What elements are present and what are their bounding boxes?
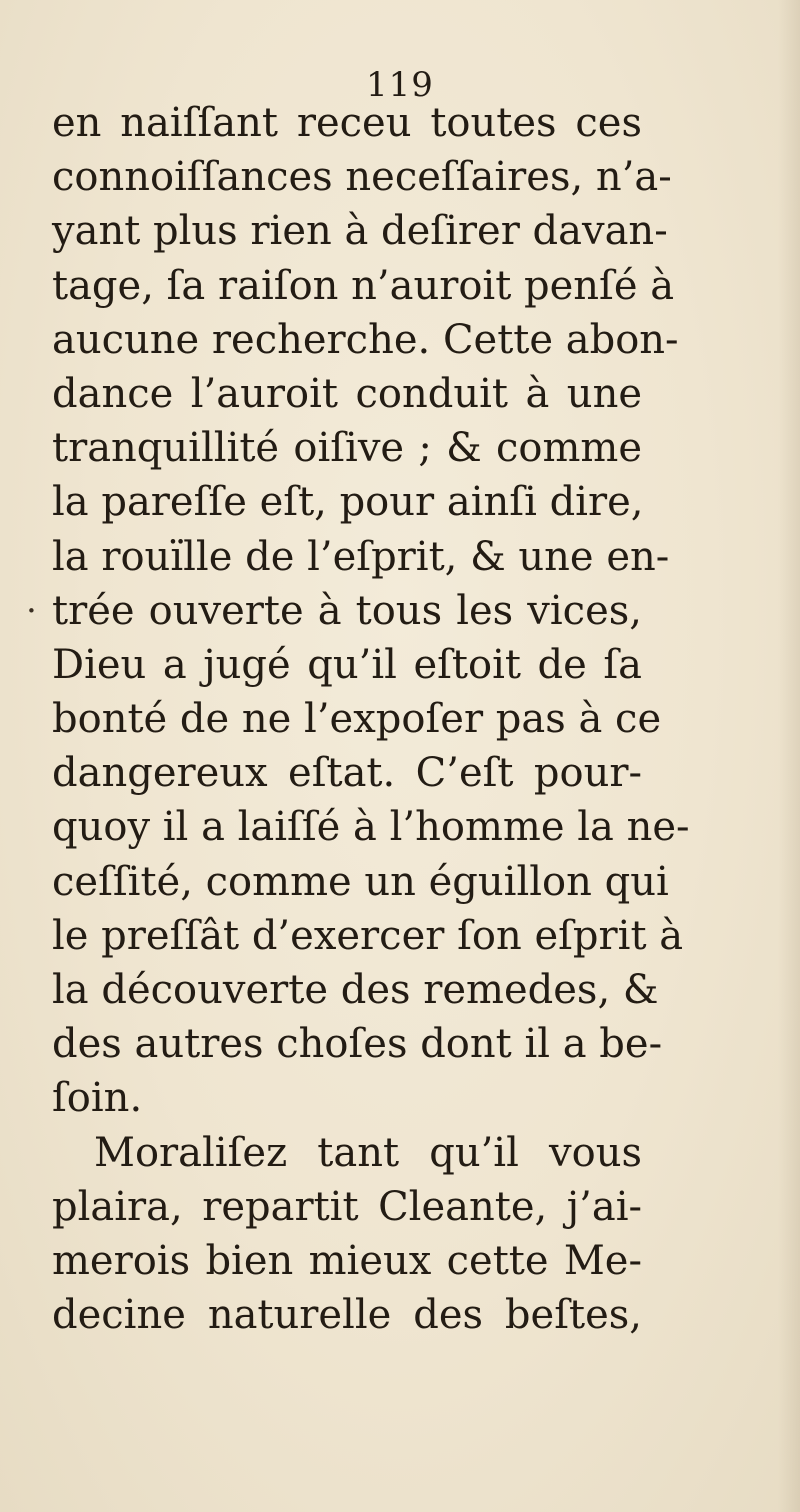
text-line: la pareſſe eſt, pour ainſi dire, bbox=[52, 479, 644, 526]
text-line: bonté de ne l’expoſer pas à ce bbox=[52, 696, 662, 743]
text-line: quoy il a laiſſé à l’homme la ne- bbox=[52, 804, 690, 851]
margin-mark: . bbox=[26, 581, 37, 621]
text-line: Dieu a jugé qu’il eſtoit de ſa bbox=[52, 641, 642, 688]
text-line: decine naturelle des beſtes, bbox=[52, 1292, 642, 1339]
text-line: ſoin. bbox=[52, 1075, 143, 1122]
text-line: tage, ſa raiſon n’auroit penſé à bbox=[52, 262, 675, 309]
text-line: tranquillité oiſive ; & comme bbox=[52, 425, 642, 472]
text-line: la découverte des remedes, & bbox=[52, 967, 659, 1013]
text-line: plaira, repartit Cleante, j’ai- bbox=[52, 1183, 642, 1230]
text-line: merois bien mieux cette Me- bbox=[52, 1237, 642, 1284]
text-line: dangereux eſtat. C’eſt pour- bbox=[52, 750, 642, 797]
text-line: la rouïlle de l’eſprit, & une en- bbox=[52, 533, 670, 580]
text-line: le preſſât d’exercer ſon eſprit à bbox=[52, 912, 684, 959]
text-line: dance l’auroit conduit à une bbox=[52, 370, 642, 417]
text-line: en naiſſant receu toutes ces bbox=[52, 100, 642, 146]
text-line: Moraliſez tant qu’il vous bbox=[94, 1129, 642, 1176]
text-line: connoiſſances neceſſaires, n’a- bbox=[52, 154, 672, 201]
text-line: des autres choſes dont il a be- bbox=[52, 1021, 663, 1068]
text-line: yant plus rien à deſirer davan- bbox=[52, 208, 668, 255]
body-text bbox=[52, 96, 690, 1342]
page-number: 119 bbox=[366, 65, 434, 105]
text-line: ceſſité, comme un éguillon qui bbox=[52, 858, 669, 905]
text-line: aucune recherche. Cette abon- bbox=[52, 316, 679, 363]
text-line: trée ouverte à tous les vices, bbox=[52, 587, 642, 634]
